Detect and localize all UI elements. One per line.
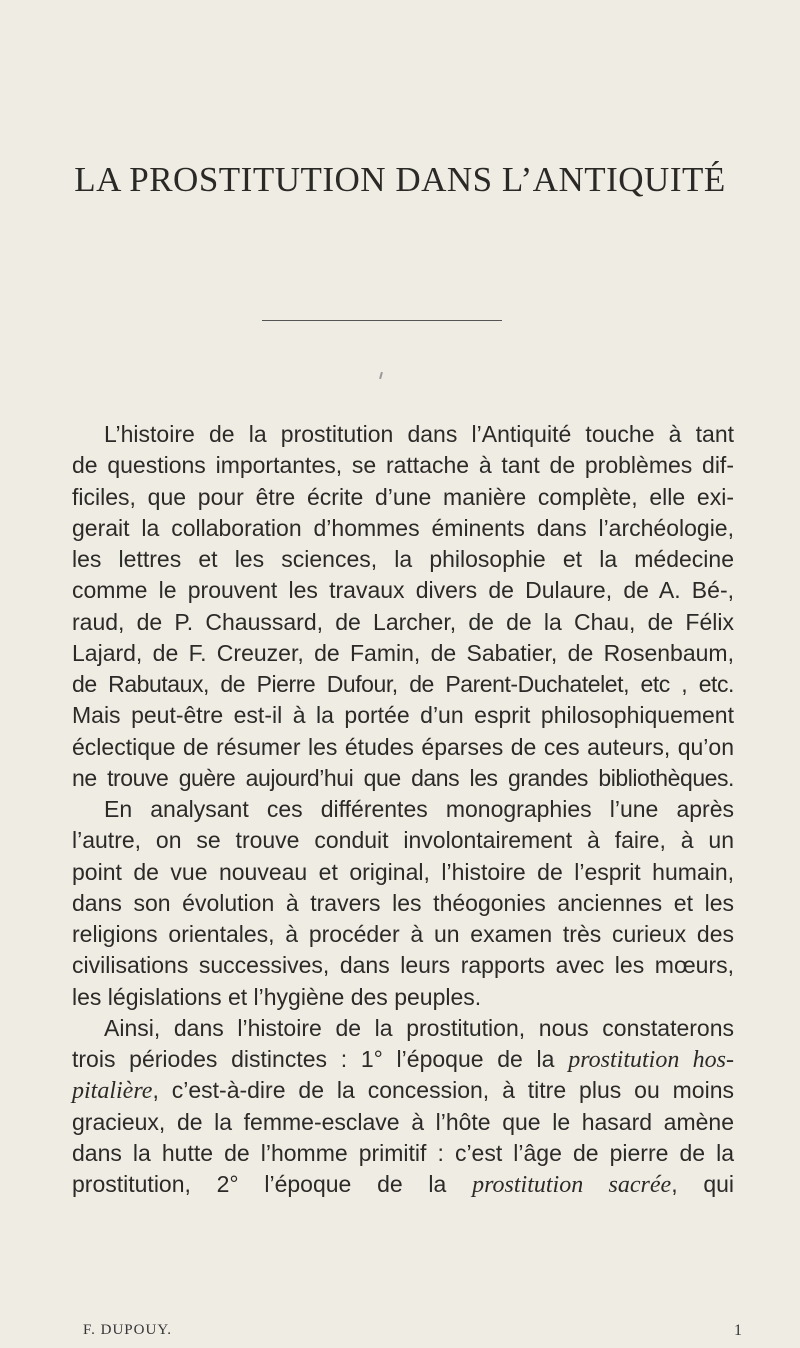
- text-line: En analysant ces différentes monographies l’une après: [104, 796, 734, 822]
- text-line: dans son évolution à travers les théogonies anciennes et les: [72, 889, 734, 916]
- text-line: [72, 1044, 734, 1075]
- text-run: , qui: [671, 1171, 735, 1197]
- text-line: comme le prouvent les travaux divers de Dulaure, de A. Bé-,: [72, 577, 734, 604]
- text-line: éclectique de résumer les études éparses de ces auteurs, qu’on: [72, 733, 734, 760]
- text-line: gerait la collaboration d’hommes éminents dans l’archéologie,: [72, 514, 734, 541]
- title-rule: [262, 320, 502, 321]
- text-line: l’autre, on se trouve conduit involontairement à faire, à un: [72, 827, 734, 854]
- text-line: ne trouve guère aujourd’hui que dans les grandes bibliothèques.: [72, 764, 734, 791]
- italic-term: prostitution hos-: [568, 1047, 734, 1073]
- text-line: [72, 1075, 734, 1106]
- text-line: Mais peut-être est-il à la portée d’un esprit philosophiquement: [72, 702, 734, 729]
- text-line: de questions importantes, se rattache à tant de problèmes dif-: [72, 452, 734, 479]
- text-line: les législations et l’hygiène des peuples.: [72, 983, 482, 1010]
- text-line: point de vue nouveau et original, l’histoire de l’esprit humain,: [72, 858, 734, 885]
- body-text: [72, 419, 734, 1200]
- text-line: gracieux, de la femme-esclave à l’hôte que le hasard amène: [72, 1108, 734, 1135]
- text-line: Lajard, de F. Creuzer, de Famin, de Sabatier, de Rosenbaum,: [72, 639, 734, 666]
- ink-speck: [379, 372, 383, 379]
- author-signature: F. DUPOUY.: [83, 1322, 172, 1338]
- text-line: dans la hutte de l’homme primitif : c’est l’âge de pierre de la: [72, 1139, 734, 1166]
- italic-term: prostitution sacrée: [472, 1172, 672, 1198]
- text-line: les lettres et les sciences, la philosophie et la médecine: [72, 546, 734, 572]
- text-line: L’histoire de la prostitution dans l’Antiquité touche à tant: [104, 421, 734, 447]
- text-line: religions orientales, à procéder à un examen très curieux des: [72, 921, 734, 947]
- text-line: raud, de P. Chaussard, de Larcher, de de la Chau, de Félix: [72, 608, 734, 635]
- text-line: civilisations successives, dans leurs rapports avec les mœurs,: [72, 952, 734, 979]
- text-run: prostitution, 2° l’époque de la: [72, 1171, 447, 1197]
- italic-term: pitalière: [72, 1078, 153, 1105]
- text-run: trois périodes distinctes : 1° l’époque de la: [72, 1046, 555, 1072]
- text-line: Ainsi, dans l’histoire de la prostitution, nous constaterons: [104, 1014, 734, 1041]
- text-line: ficiles, que pour être écrite d’une manière complète, elle exi-: [72, 483, 734, 510]
- page-number: 1: [734, 1322, 743, 1339]
- text-line: [72, 1169, 734, 1200]
- chapter-title: LA PROSTITUTION DANS L’ANTIQUITÉ: [74, 160, 726, 199]
- text-run: , c’est-à-dire de la concession, à titre plus ou moins: [152, 1077, 734, 1104]
- text-line: de Rabutaux, de Pierre Dufour, de Parent-Duchatelet, etc , etc.: [72, 671, 734, 697]
